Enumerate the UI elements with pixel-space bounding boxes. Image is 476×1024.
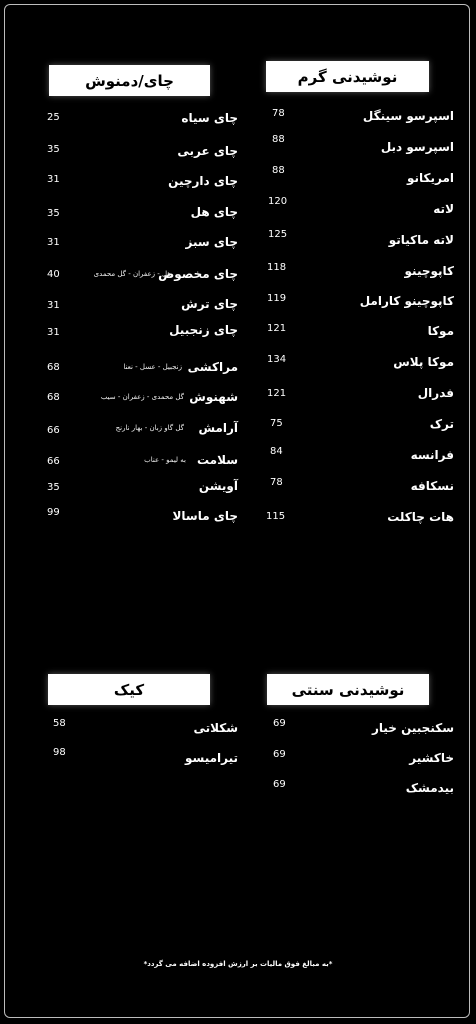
tea-name: چای هل (190, 205, 238, 219)
cake-header: کیک (48, 674, 210, 705)
tea-name: چای ترش (181, 297, 238, 311)
cake-name: تیرامیسو (184, 751, 238, 765)
tea-header: چای/دمنوش (49, 65, 210, 96)
hot-drink-name: کاپوچینو (404, 264, 454, 278)
hot-drink-price: 125 (268, 229, 288, 240)
tea-price: 31 (47, 327, 60, 338)
tea-description: گل گاو زبان - بهار نارنج (115, 424, 184, 432)
hot-drink-name: فدرال (417, 386, 454, 400)
hot-drink-name: اسپرسو دبل (380, 140, 454, 154)
tea-description: به لیمو - عناب (144, 456, 186, 464)
tea-price: 25 (47, 112, 60, 123)
tea-name: چای مخصوص (158, 267, 238, 281)
tea-name: آویشن (198, 479, 238, 493)
cake-price: 98 (53, 747, 66, 758)
hot-drink-name: اسپرسو سینگل (362, 109, 454, 123)
hot-drink-name: فرانسه (410, 448, 454, 462)
tax-footnote: *به مبالغ فوق مالیات بر ارزش افزوده اضافه می گردد* (143, 960, 333, 968)
traditional-name: سکنجبین خیار (371, 721, 454, 735)
hot-drink-name: لاته ماکیاتو (388, 233, 454, 247)
hot-drink-price: 115 (266, 511, 286, 522)
tea-description: گل محمدی - زعفران - سیب (100, 393, 184, 401)
hot-drink-name: هات چاکلت (387, 510, 454, 524)
tea-price: 35 (47, 482, 60, 493)
hot-drink-price: 88 (272, 134, 285, 145)
hot-drinks-header: نوشیدنی گرم (266, 61, 429, 92)
tea-price: 35 (47, 144, 60, 155)
tea-name: چای ماسالا (172, 509, 238, 523)
traditional-name: خاکشیر (409, 751, 454, 765)
tea-name: چای زنجبیل (169, 323, 238, 337)
tea-name: شهنوش (189, 390, 238, 404)
tea-price: 40 (47, 269, 60, 280)
hot-drink-name: نسکافه (410, 479, 454, 493)
tea-description: زنجبیل - عسل - نعنا (123, 363, 182, 371)
hot-drink-price: 120 (268, 196, 288, 207)
hot-drink-price: 88 (272, 165, 285, 176)
tea-price: 99 (47, 507, 60, 518)
tea-price: 31 (47, 174, 60, 185)
traditional-price: 69 (273, 749, 286, 760)
traditional-header: نوشیدنی سنتی (267, 674, 429, 705)
tea-name: سلامت (196, 453, 238, 467)
tea-price: 31 (47, 300, 60, 311)
hot-drink-name: موکا پلاس (393, 355, 454, 369)
hot-drink-name: امریکانو (406, 171, 454, 185)
hot-drink-price: 84 (270, 446, 283, 457)
hot-drink-price: 134 (267, 354, 287, 365)
traditional-name: بیدمشک (405, 781, 454, 795)
hot-drink-price: 119 (267, 293, 287, 304)
hot-drink-price: 118 (267, 262, 287, 273)
tea-name: چای عربی (177, 144, 238, 158)
tea-price: 66 (47, 425, 60, 436)
tea-price: 35 (47, 208, 60, 219)
cake-price: 58 (53, 718, 66, 729)
cake-name: شکلاتی (193, 721, 238, 735)
tea-price: 68 (47, 362, 60, 373)
hot-drink-name: ترک (429, 417, 454, 431)
tea-name: چای دارچین (168, 174, 238, 188)
tea-price: 68 (47, 392, 60, 403)
tea-description: هل - زعفران - گل محمدی (93, 270, 171, 278)
hot-drink-name: لاته (433, 202, 454, 216)
hot-drink-price: 121 (267, 323, 287, 334)
tea-price: 66 (47, 456, 60, 467)
tea-name: مراکشی (187, 360, 238, 374)
hot-drink-name: کاپوچینو کارامل (359, 294, 454, 308)
traditional-price: 69 (273, 779, 286, 790)
hot-drink-price: 78 (272, 108, 285, 119)
tea-name: چای سبز (185, 235, 238, 249)
hot-drink-price: 78 (270, 477, 283, 488)
hot-drink-price: 75 (270, 418, 283, 429)
hot-drink-price: 121 (267, 388, 287, 399)
hot-drink-name: موکا (427, 324, 454, 338)
tea-name: چای سیاه (181, 111, 238, 125)
traditional-price: 69 (273, 718, 286, 729)
tea-name: آرامش (198, 421, 238, 435)
tea-price: 31 (47, 237, 60, 248)
